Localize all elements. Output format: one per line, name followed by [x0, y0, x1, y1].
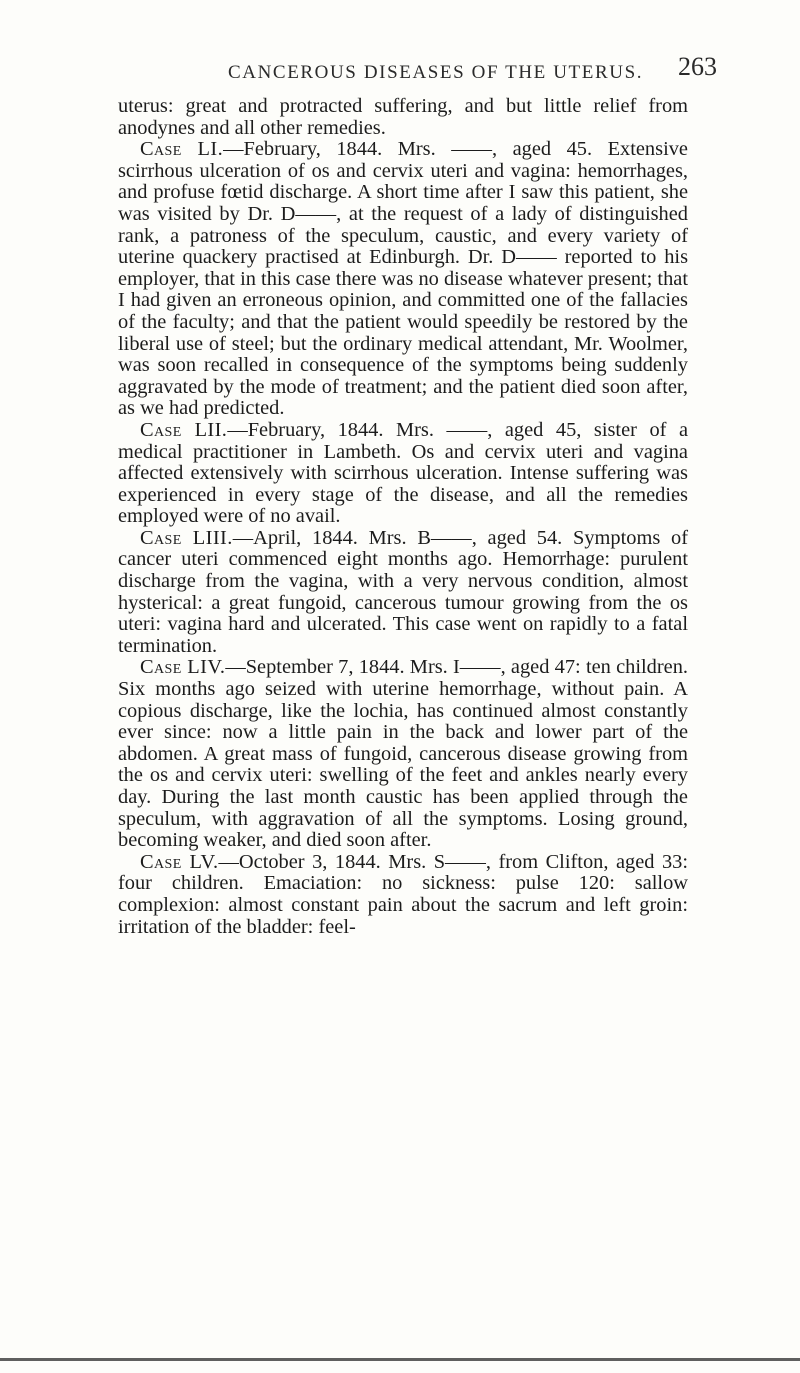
paragraph-text: uterus: great and protracted suffering, and but little relief from anodynes and all other remedies.	[118, 95, 688, 139]
case-paragraph-liii	[118, 528, 688, 658]
case-label: Case LII.	[140, 418, 228, 441]
case-paragraph-lv	[118, 852, 688, 938]
page-bottom-edge	[0, 1358, 800, 1361]
paragraph-text: —February, 1844. Mrs. ——, aged 45, sister of a medical practitioner in Lambeth. Os and cervix uteri and vagina affected extensively with scirrhous ulceration. Intense suffering was experienced in every stage of the disease, and all the remedies employed were of no avail.	[118, 418, 688, 528]
paragraph-text: —February, 1844. Mrs. ——, aged 45. Extensive scirrhous ulceration of os and cervix uteri and vagina: hemorrhages, and profuse fœtid discharge. A short time after I saw this patient, she was visited by Dr. D——, at the request of a lady of distinguished rank, a patroness of the speculum, caustic, and every variety of uterine quackery practised at Edinburgh. Dr. D—— reported to his employer, that in this case there was no disease whatever present; that I had given an erroneous opinion, and committed one of the fallacies of the faculty; and that the patient would speedily be restored by the liberal use of steel; but the ordinary medical attendant, Mr. Woolmer, was soon recalled in consequence of the symptoms being suddenly aggravated by the mode of treatment; and the patient died soon after, as we had predicted.	[118, 138, 688, 420]
case-paragraph-li	[118, 139, 688, 420]
case-label: Case LIII.	[140, 526, 233, 549]
paragraph-continuation	[118, 96, 688, 139]
case-label: Case LI.	[140, 138, 224, 161]
paragraph-text: —September 7, 1844. Mrs. I——, aged 47: ten children. Six months ago seized with uterine hemorrhage, without pain. A copious discharge, like the lochia, has continued almost constantly ever since: now a little pain in the back and lower part of the abdomen. A great mass of fungoid, cancerous disease growing from the os and cervix uteri: swelling of the feet and ankles nearly every day. During the last month caustic has been applied through the speculum, with aggravation of all the symptoms. Losing ground, becoming weaker, and died soon after.	[118, 656, 688, 852]
case-paragraph-lii	[118, 420, 688, 528]
running-head-title: CANCEROUS DISEASES OF THE UTERUS.	[228, 62, 644, 83]
paragraph-text: —October 3, 1844. Mrs. S——, from Clifton, aged 33: four children. Emaciation: no sickness: pulse 120: sallow complexion: almost constant pain about the sacrum and left groin: irritation of the bladder: feel-	[118, 850, 689, 938]
case-label: Case LIV.	[140, 656, 226, 679]
body-text	[118, 96, 688, 938]
page-number: 263	[678, 52, 717, 81]
paragraph-text: —April, 1844. Mrs. B——, aged 54. Symptoms of cancer uteri commenced eight months ago. Hemorrhage: purulent discharge from the vagina, with a very nervous condition, almost hysterical: a great fungoid, cancerous tumour growing from the os uteri: vagina hard and ulcerated. This case went on rapidly to a fatal termination.	[118, 526, 688, 657]
case-label: Case LV.	[140, 850, 219, 873]
case-paragraph-liv	[118, 657, 688, 851]
